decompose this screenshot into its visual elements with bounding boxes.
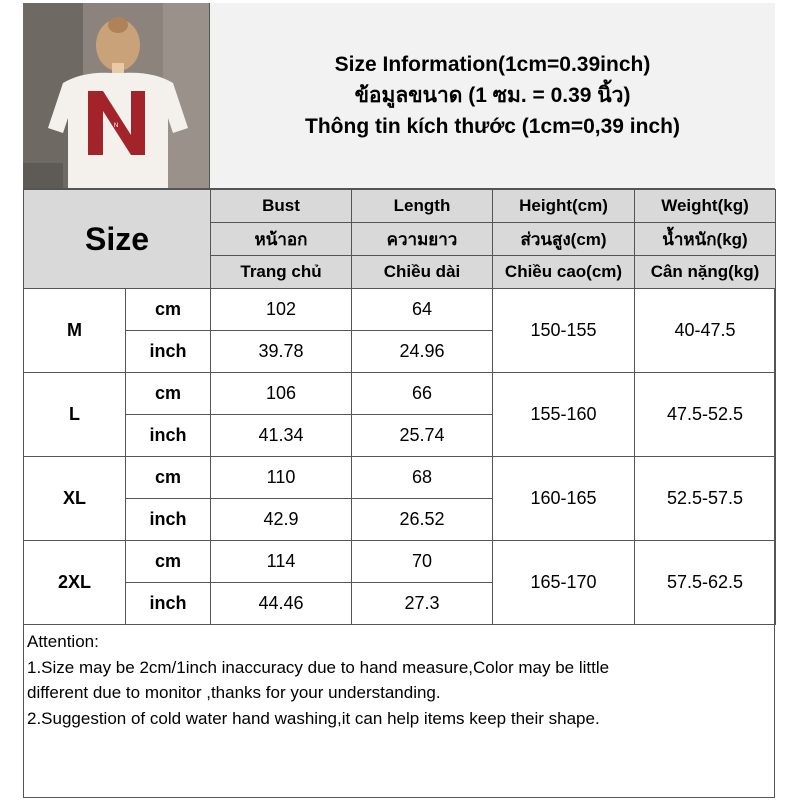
header-line-thai: ข้อมูลขนาด (1 ซม. = 0.39 นิ้ว) xyxy=(354,84,631,107)
size-column-title: Size xyxy=(24,190,211,289)
unit-inch: inch xyxy=(126,331,211,373)
attention-notes xyxy=(23,627,775,733)
length-cm: 70 xyxy=(352,541,493,583)
header-line-english: Size Information(1cm=0.39inch) xyxy=(334,53,651,76)
header-line-vietnamese: Thông tin kích thước (1cm=0,39 inch) xyxy=(305,115,680,138)
unit-cm: cm xyxy=(126,457,211,499)
weight-range: 57.5-62.5 xyxy=(635,541,776,625)
bust-cm: 110 xyxy=(211,457,352,499)
col-height-th: ส่วนสูง(cm) xyxy=(493,223,635,256)
size-table xyxy=(23,189,776,625)
size-label: 2XL xyxy=(24,541,126,625)
height-range: 155-160 xyxy=(493,373,635,457)
note-1-line-1: 1.Size may be 2cm/1inch inaccuracy due to hand measure,Color may be little xyxy=(27,657,610,677)
col-length-en: Length xyxy=(352,190,493,223)
bust-inch: 42.9 xyxy=(211,499,352,541)
col-bust-vi: Trang chủ xyxy=(211,256,352,289)
col-length-vi: Chiều dài xyxy=(352,256,493,289)
note-2: 2.Suggestion of cold water hand washing,it can help items keep their shape. xyxy=(27,708,600,728)
col-bust-th: หน้าอก xyxy=(211,223,352,256)
col-height-en: Height(cm) xyxy=(493,190,635,223)
unit-inch: inch xyxy=(126,499,211,541)
length-cm: 64 xyxy=(352,289,493,331)
bust-cm: 106 xyxy=(211,373,352,415)
shirt-print-text: N xyxy=(113,123,119,129)
bust-inch: 39.78 xyxy=(211,331,352,373)
unit-cm: cm xyxy=(126,289,211,331)
table-row xyxy=(24,457,776,499)
note-1-line-2: different due to monitor ,thanks for your understanding. xyxy=(27,683,441,702)
length-inch: 26.52 xyxy=(352,499,493,541)
bust-inch: 44.46 xyxy=(211,583,352,625)
col-weight-en: Weight(kg) xyxy=(635,190,776,223)
bust-cm: 102 xyxy=(211,289,352,331)
length-cm: 68 xyxy=(352,457,493,499)
size-label: M xyxy=(24,289,126,373)
table-row xyxy=(24,289,776,331)
bust-cm: 114 xyxy=(211,541,352,583)
table-row xyxy=(24,541,776,583)
product-photo xyxy=(23,3,210,189)
unit-cm: cm xyxy=(126,541,211,583)
col-length-th: ความยาว xyxy=(352,223,493,256)
weight-range: 40-47.5 xyxy=(635,289,776,373)
bust-inch: 41.34 xyxy=(211,415,352,457)
weight-range: 52.5-57.5 xyxy=(635,457,776,541)
col-height-vi: Chiều cao(cm) xyxy=(493,256,635,289)
unit-cm: cm xyxy=(126,373,211,415)
unit-inch: inch xyxy=(126,415,211,457)
tshirt-photo-illustration xyxy=(23,3,210,189)
col-weight-th: น้ำหนัก(kg) xyxy=(635,223,776,256)
col-bust-en: Bust xyxy=(211,190,352,223)
weight-range: 47.5-52.5 xyxy=(635,373,776,457)
size-label: XL xyxy=(24,457,126,541)
size-information-header xyxy=(210,3,775,189)
unit-inch: inch xyxy=(126,583,211,625)
length-inch: 25.74 xyxy=(352,415,493,457)
col-weight-vi: Cân nặng(kg) xyxy=(635,256,776,289)
length-inch: 27.3 xyxy=(352,583,493,625)
table-row xyxy=(24,373,776,415)
height-range: 150-155 xyxy=(493,289,635,373)
height-range: 165-170 xyxy=(493,541,635,625)
attention-heading: Attention: xyxy=(27,632,99,651)
size-label: L xyxy=(24,373,126,457)
length-inch: 24.96 xyxy=(352,331,493,373)
length-cm: 66 xyxy=(352,373,493,415)
height-range: 160-165 xyxy=(493,457,635,541)
